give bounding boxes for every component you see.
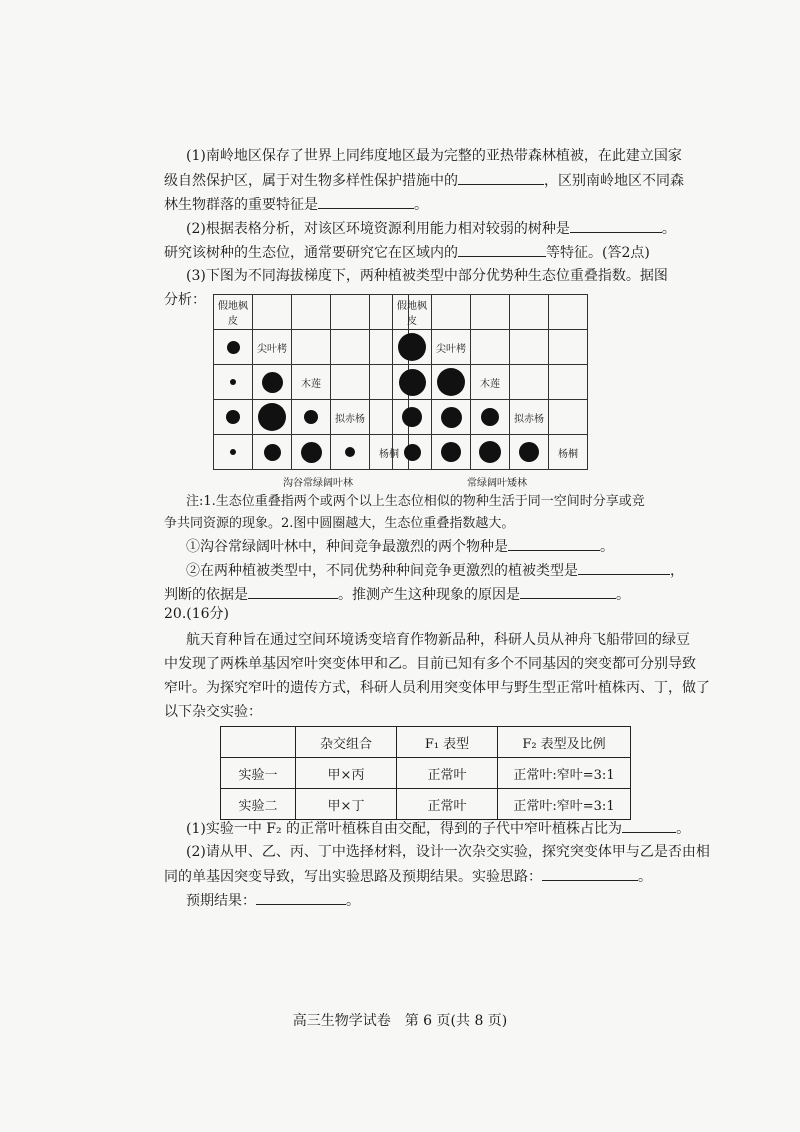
q19-p3-line1: (3)下图为不同海拔梯度下，两种植被类型中部分优势种生态位重叠指数。据图 [186,268,668,284]
grid-cell [292,295,331,330]
grid-cell [214,435,253,470]
grid-cell [331,295,370,330]
overlap-dot [479,441,501,463]
table-header [221,727,296,758]
grid-cell [393,435,432,470]
grid-cell [393,295,432,330]
species-label: 木莲 [301,378,321,390]
overlap-dot [301,442,322,463]
panel-title-gully: 沟谷常绿阔叶林 [283,478,353,489]
q19-p3-line2: 分析： [164,292,206,308]
text: ， [670,563,684,579]
overlap-dot [441,407,462,428]
grid-row [214,435,409,470]
grid-cell [471,400,510,435]
overlap-dot [227,341,240,354]
grid-cell [471,435,510,470]
grid-cell [253,400,292,435]
text: 等特征。(答2点) [546,245,650,261]
text: 。 [661,221,676,237]
text: 同的单基因突变导致，写出实验思路及预期结果。实验思路： [164,869,542,885]
page-footer: 高三生物学试卷 第 6 页(共 8 页) [292,1013,508,1029]
niche-grid [213,294,409,470]
grid-cell [432,295,471,330]
grid-cell [471,295,510,330]
answer-blank[interactable] [458,170,544,185]
note-line1: 注:1.生态位重叠指两个或两个以上生态位相似的物种生活于同一空间时分享或竞 [186,494,645,509]
text: ①沟谷常绿阔叶林中，种间竞争最激烈的两个物种是 [186,539,508,555]
grid-row [393,365,588,400]
grid-cell [393,330,432,365]
text: 。推测产生这种现象的原因是 [338,587,520,603]
q20-heading: 20.(16分) [164,606,230,622]
grid-cell [253,365,292,400]
answer-blank[interactable] [248,584,338,599]
overlap-dot [441,442,461,462]
species-label: 假地枫皮 [218,301,248,327]
text: ，区别南岭地区不同森 [544,173,684,189]
grid-cell [253,435,292,470]
overlap-dot [304,410,318,424]
grid-cell [292,365,331,400]
grid-cell [549,365,588,400]
niche-grid [392,294,588,470]
answer-blank[interactable] [622,818,676,833]
table-header: 杂交组合 [296,727,397,758]
grid-cell [393,400,432,435]
niche-panel-dwarf [392,294,588,470]
species-label: 杨桐 [558,448,578,460]
q19-p2-line1 [186,218,676,239]
q19-sub1 [186,536,614,557]
grid-cell [331,330,370,365]
grid-row [393,435,588,470]
grid-cell [549,435,588,470]
q20-intro-line1: 航天育种旨在通过空间环境诱变培育作物新品种，科研人员从神舟飞船带回的绿豆 [186,632,690,648]
overlap-dot [404,444,421,461]
table-cell: 正常叶 [397,789,498,820]
species-label: 木莲 [480,378,500,390]
species-label: 杨桐 [379,448,399,460]
q20-intro-line3: 窄叶。为探究窄叶的遗传方式，科研人员利用突变体甲与野生型正常叶植株丙、丁，做了 [164,680,710,696]
grid-row [393,330,588,365]
table-cell: 甲×丁 [296,789,397,820]
q19-p2-line2 [164,242,650,263]
table-row [221,758,631,789]
grid-cell [292,435,331,470]
text: (2)根据表格分析，对该区环境资源利用能力相对较弱的树种是 [186,221,570,237]
text: 。 [346,893,360,909]
grid-cell [432,400,471,435]
grid-cell [510,435,549,470]
text: 。 [638,869,652,885]
grid-cell [432,365,471,400]
answer-blank[interactable] [458,242,546,257]
table-header-row [221,727,631,758]
panel-title-dwarf: 常绿阔叶矮林 [467,478,527,489]
table-row [221,789,631,820]
grid-cell [331,400,370,435]
grid-cell [432,435,471,470]
species-label: 尖叶栲 [257,343,287,355]
overlap-dot [481,408,499,426]
q20-intro-line4: 以下杂交实验： [164,704,262,720]
grid-row [393,295,588,330]
grid-cell [253,330,292,365]
grid-cell [292,330,331,365]
grid-cell [214,295,253,330]
grid-cell [253,295,292,330]
overlap-dot [230,379,236,385]
q20-p1 [186,818,690,839]
grid-cell [331,365,370,400]
overlap-dot [345,447,355,457]
grid-cell [432,330,471,365]
answer-blank[interactable] [318,194,414,209]
grid-row [214,365,409,400]
overlap-dot [399,369,426,396]
text: 林生物群落的重要特征是 [164,197,318,213]
answer-blank[interactable] [508,536,600,551]
text: 。 [676,821,691,837]
text: 研究该树种的生态位，通常要研究它在区域内的 [164,245,458,261]
grid-cell [549,295,588,330]
grid-row [393,400,588,435]
table-cell: 正常叶:窄叶=3:1 [498,758,631,789]
species-label: 假地枫皮 [397,301,427,327]
table-cell: 甲×丙 [296,758,397,789]
overlap-dot [226,410,240,424]
overlap-dot [230,449,236,455]
q20-p2-line2 [164,866,652,887]
text: 判断的依据是 [164,587,248,603]
text: (1)实验一中 F₂ 的正常叶植株自由交配，得到的子代中窄叶植株占比为 [186,821,623,837]
grid-cell [331,435,370,470]
overlap-dot [262,372,283,393]
q20-p2-line1: (2)请从甲、乙、丙、丁中选择材料，设计一次杂交实验，探究突变体甲与乙是否由相 [186,844,710,860]
grid-cell [549,400,588,435]
q20-p2-line3 [186,890,360,911]
species-label: 拟赤杨 [335,413,365,425]
grid-row [214,400,409,435]
grid-cell [510,365,549,400]
answer-blank[interactable] [542,866,638,881]
grid-cell [549,330,588,365]
grid-cell [292,400,331,435]
overlap-dot [258,403,286,431]
q20-intro-line2: 中发现了两株单基因窄叶突变体甲和乙。目前已知有多个不同基因的突变都可分别导致 [164,656,696,672]
grid-cell [510,400,549,435]
grid-row [214,330,409,365]
grid-cell [471,365,510,400]
note-line2: 争共同资源的现象。2.图中圆圈越大，生态位重叠指数越大。 [164,516,515,531]
answer-blank[interactable] [520,584,616,599]
grid-cell [214,330,253,365]
species-label: 尖叶栲 [436,343,466,355]
grid-cell [471,330,510,365]
niche-panel-gully [213,294,409,470]
grid-cell [214,365,253,400]
grid-cell [510,330,549,365]
grid-cell [214,400,253,435]
text: ②在两种植被类型中，不同优势种种间竞争更激烈的植被类型是 [186,563,578,579]
text: 。 [616,587,630,603]
table-cell: 正常叶:窄叶=3:1 [498,789,631,820]
table-cell: 正常叶 [397,758,498,789]
overlap-dot [398,333,426,361]
q19-p1-line1: (1)南岭地区保存了世界上同纬度地区最为完整的亚热带森林植被，在此建立国家 [186,148,682,164]
q19-sub2-line2 [164,584,630,605]
table-cell: 实验一 [221,758,296,789]
answer-blank[interactable] [570,218,662,233]
overlap-dot [264,444,281,461]
text: 。 [600,539,614,555]
species-label: 拟赤杨 [514,413,544,425]
answer-blank[interactable] [256,890,346,905]
q19-sub2 [186,560,684,581]
grid-row [214,295,409,330]
answer-blank[interactable] [578,560,670,575]
overlap-dot [437,368,465,396]
table-header: F₂ 表型及比例 [498,727,631,758]
q19-p1-line3 [164,194,428,215]
overlap-dot [402,407,422,427]
text: 预期结果： [186,893,256,909]
text: 级自然保护区，属于对生物多样性保护措施中的 [164,173,458,189]
grid-cell [393,365,432,400]
text: 。 [414,197,428,213]
table-cell: 实验二 [221,789,296,820]
cross-experiment-table [220,726,631,820]
table-header: F₁ 表型 [397,727,498,758]
overlap-dot [519,442,539,462]
grid-cell [510,295,549,330]
q19-p1-line2 [164,170,684,191]
